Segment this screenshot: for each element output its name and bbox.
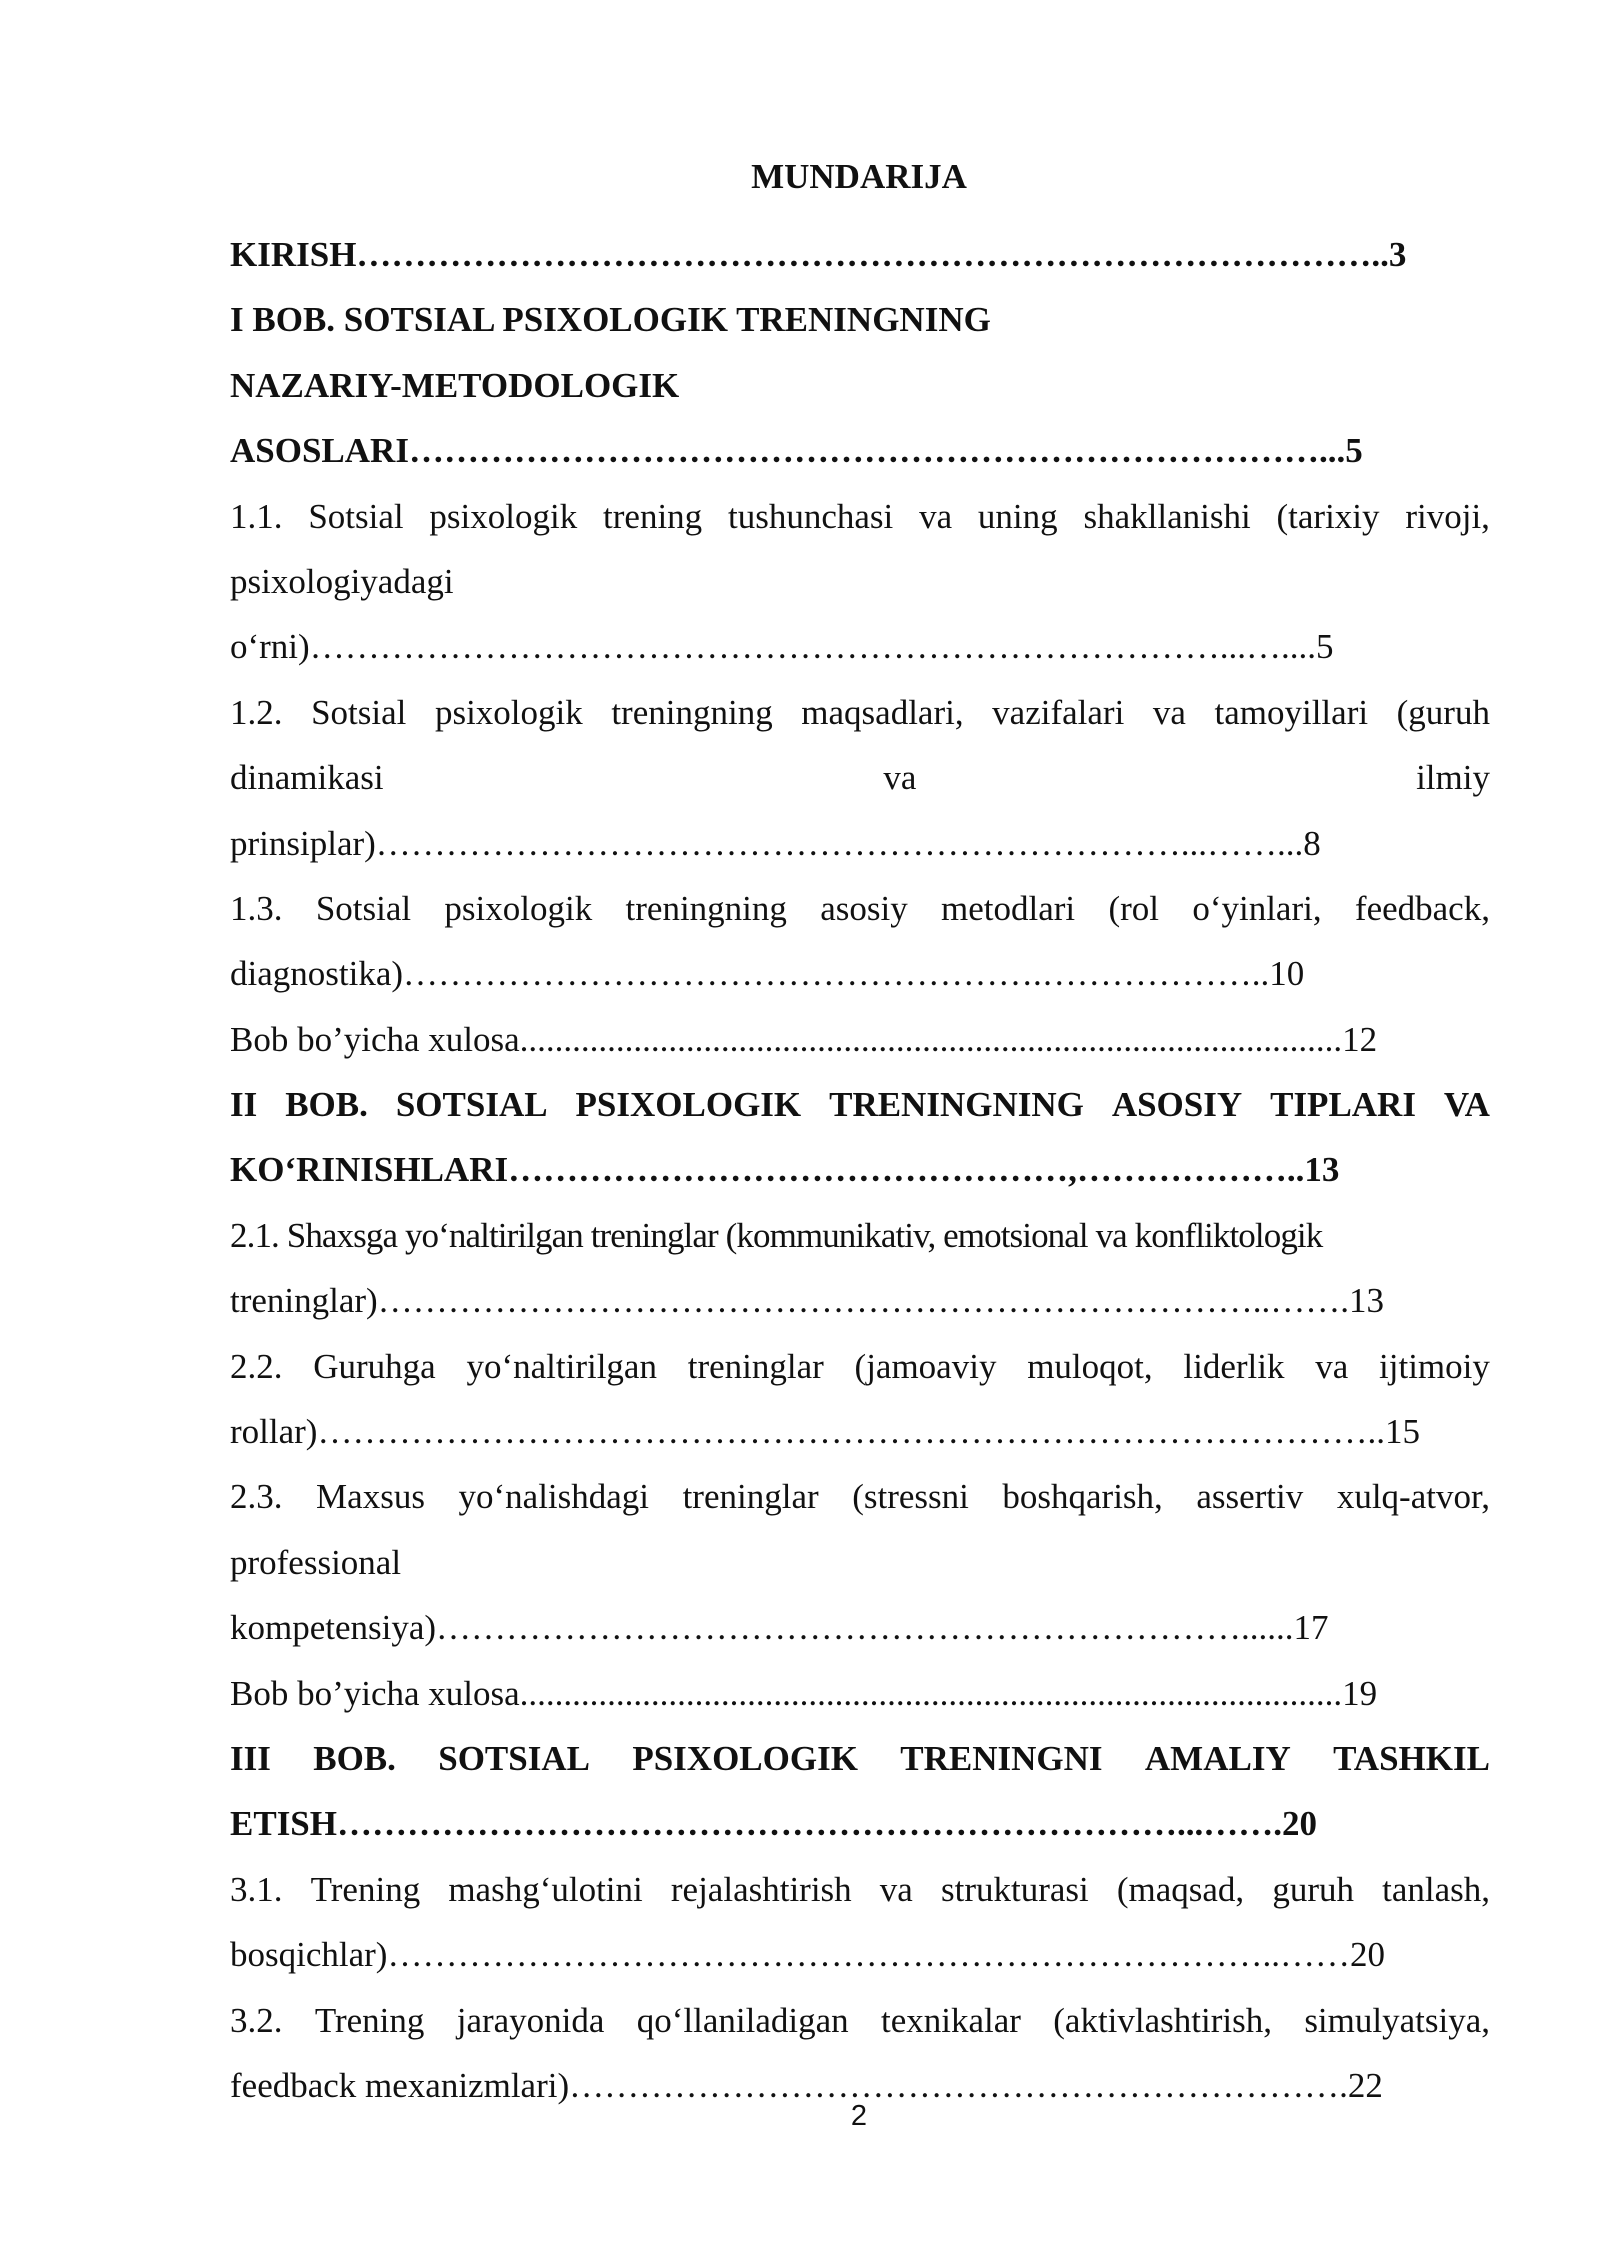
toc-section-2-3-line-3[interactable]: kompetensiya)……………………………………………………………......17 bbox=[230, 1608, 1329, 1648]
toc-word: Sotsial bbox=[311, 692, 407, 732]
toc-entry-kirish[interactable]: KIRISH……………………………………………………………………………..3 bbox=[230, 235, 1407, 274]
toc-word: maqsadlari, bbox=[801, 692, 964, 732]
toc-word: III bbox=[230, 1738, 271, 1778]
toc-word: Maxsus bbox=[316, 1477, 425, 1517]
toc-word: (stressni bbox=[852, 1477, 969, 1517]
toc-word: guruh bbox=[1272, 1869, 1354, 1909]
toc-chapter-2-summary[interactable]: Bob bo’yicha xulosa..............................................................................................19 bbox=[230, 1673, 1378, 1713]
toc-word: AMALIY bbox=[1144, 1738, 1291, 1778]
toc-section-1-3-line-2[interactable]: diagnostika)……………………………………………….………………..10 bbox=[230, 954, 1305, 994]
toc-word: 1.3. bbox=[230, 888, 283, 928]
toc-section-1-2-line-3[interactable]: prinsiplar)……………………………………………………………...……...8 bbox=[230, 823, 1321, 863]
toc-word: Sotsial bbox=[308, 496, 404, 536]
toc-section-2-3-line-1[interactable] bbox=[230, 1464, 1490, 1529]
toc-section-3-1-line-1[interactable] bbox=[230, 1857, 1490, 1922]
toc-word: mashg‘ulotini bbox=[448, 1869, 643, 1909]
toc-word: TRENINGNI bbox=[900, 1738, 1103, 1778]
toc-word: ASOSIY bbox=[1111, 1085, 1243, 1125]
toc-section-3-2-line-1[interactable] bbox=[230, 1988, 1490, 2053]
toc-word: SOTSIAL bbox=[438, 1738, 590, 1778]
toc-word: ijtimoiy bbox=[1379, 1346, 1490, 1386]
toc-word: muloqot, bbox=[1027, 1346, 1153, 1386]
toc-section-1-3-line-1[interactable] bbox=[230, 876, 1490, 941]
toc-section-1-1-line-3[interactable]: o‘rni)……………………………………………………………………...…....5 bbox=[230, 627, 1334, 667]
toc-word: vazifalari bbox=[992, 692, 1125, 732]
toc-word: 2.3. bbox=[230, 1477, 283, 1517]
toc-word: treningning bbox=[611, 692, 773, 732]
table-of-contents bbox=[230, 222, 1490, 2118]
toc-word: simulyatsiya, bbox=[1304, 2000, 1490, 2040]
toc-word: treninglar bbox=[682, 1477, 819, 1517]
toc-word: (tarixiy bbox=[1276, 496, 1380, 536]
toc-word: treninglar bbox=[687, 1346, 824, 1386]
toc-word: SOTSIAL bbox=[395, 1085, 548, 1125]
toc-title: MUNDARIJA bbox=[751, 157, 967, 196]
toc-word: yo‘nalishdagi bbox=[458, 1477, 650, 1517]
toc-word: va bbox=[1315, 1346, 1349, 1386]
toc-word: 2.2. bbox=[230, 1346, 283, 1386]
toc-word: (maqsad, bbox=[1116, 1869, 1245, 1909]
toc-word: treningning bbox=[625, 888, 787, 928]
toc-word: xulq-atvor, bbox=[1336, 1477, 1490, 1517]
toc-word: Trening bbox=[314, 2000, 425, 2040]
toc-chapter-1-line-1[interactable]: I BOB. SOTSIAL PSIXOLOGIK TRENINGNING bbox=[230, 300, 991, 340]
toc-section-2-3-line-2[interactable]: professional bbox=[230, 1542, 402, 1582]
toc-word: uning bbox=[977, 496, 1058, 536]
toc-word: boshqarish, bbox=[1002, 1477, 1163, 1517]
toc-word: BOB. bbox=[285, 1085, 368, 1125]
page-number: 2 bbox=[850, 2100, 868, 2132]
toc-word: tamoyillari bbox=[1214, 692, 1369, 732]
toc-word: PSIXOLOGIK bbox=[632, 1738, 858, 1778]
toc-word: psixologik bbox=[434, 692, 583, 732]
toc-section-2-2-line-1[interactable] bbox=[230, 1334, 1490, 1399]
toc-section-2-1-line-2[interactable]: treninglar)…………………………………………………………………..…….13 bbox=[230, 1281, 1384, 1321]
toc-word: strukturasi bbox=[940, 1869, 1089, 1909]
toc-section-1-1-line-2[interactable]: psixologiyadagi bbox=[230, 561, 454, 601]
toc-word: trening bbox=[603, 496, 703, 536]
toc-word: (rol bbox=[1108, 888, 1160, 928]
toc-word: 3.2. bbox=[230, 2000, 283, 2040]
toc-word: ilmiy bbox=[1416, 758, 1490, 798]
toc-word: II bbox=[230, 1085, 258, 1125]
toc-word: Guruhga bbox=[313, 1346, 436, 1386]
toc-word: va bbox=[919, 496, 953, 536]
toc-word: feedback, bbox=[1354, 888, 1490, 928]
toc-word: 1.1. bbox=[230, 496, 283, 536]
toc-section-2-1-line-1[interactable]: 2.1. Shaxsga yo‘naltirilgan treninglar (kommunikativ, emotsional va konfliktologik bbox=[230, 1215, 1323, 1255]
toc-word: tanlash, bbox=[1382, 1869, 1490, 1909]
toc-word: va bbox=[883, 758, 917, 798]
toc-word: (aktivlashtirish, bbox=[1053, 2000, 1272, 2040]
toc-section-1-2-line-2[interactable] bbox=[230, 745, 1490, 810]
toc-chapter-2-line-1[interactable] bbox=[230, 1072, 1490, 1137]
toc-word: psixologik bbox=[429, 496, 578, 536]
toc-word: o‘yinlari, bbox=[1192, 888, 1322, 928]
toc-word: texnikalar bbox=[881, 2000, 1021, 2040]
toc-chapter-3-line-2[interactable]: ETISH………………………………………………………………...…….20 bbox=[230, 1804, 1317, 1844]
toc-chapter-3-line-1[interactable] bbox=[230, 1726, 1490, 1791]
toc-word: TASHKIL bbox=[1333, 1738, 1490, 1778]
toc-word: rivoji, bbox=[1405, 496, 1490, 536]
toc-word: 3.1. bbox=[230, 1869, 283, 1909]
toc-word: (jamoaviy bbox=[854, 1346, 997, 1386]
toc-section-3-1-line-2[interactable]: bosqichlar)…………………………………………………………………..……20 bbox=[230, 1935, 1385, 1975]
toc-word: Trening bbox=[310, 1869, 421, 1909]
toc-word: jarayonida bbox=[456, 2000, 605, 2040]
toc-word: tushunchasi bbox=[727, 496, 894, 536]
toc-word: TRENINGNING bbox=[829, 1085, 1084, 1125]
toc-chapter-1-summary[interactable]: Bob bo’yicha xulosa..............................................................................................12 bbox=[230, 1019, 1378, 1059]
toc-word: VA bbox=[1443, 1085, 1490, 1125]
toc-word: rejalashtirish bbox=[670, 1869, 852, 1909]
toc-word: 1.2. bbox=[230, 692, 283, 732]
toc-word: psixologik bbox=[444, 888, 593, 928]
toc-word: TIPLARI bbox=[1270, 1085, 1416, 1125]
toc-chapter-1-line-3[interactable]: ASOSLARI……………………………………………………………………...5 bbox=[230, 431, 1363, 471]
toc-word: dinamikasi bbox=[230, 758, 384, 798]
toc-word: va bbox=[1152, 692, 1186, 732]
toc-word: BOB. bbox=[313, 1738, 396, 1778]
toc-section-1-2-line-1[interactable] bbox=[230, 680, 1490, 745]
toc-chapter-2-line-2[interactable]: KO‘RINISHLARI…………………………………………,………………..13 bbox=[230, 1150, 1340, 1190]
toc-section-2-2-line-2[interactable]: rollar)………………………………………………………………………………..15 bbox=[230, 1412, 1420, 1452]
toc-word: liderlik bbox=[1183, 1346, 1285, 1386]
toc-word: (guruh bbox=[1396, 692, 1490, 732]
toc-word: Sotsial bbox=[315, 888, 412, 928]
toc-word: shakllanishi bbox=[1083, 496, 1251, 536]
toc-word: yo‘naltirilgan bbox=[466, 1346, 657, 1386]
toc-word: qo‘llaniladigan bbox=[636, 2000, 849, 2040]
toc-word: asosiy bbox=[820, 888, 908, 928]
toc-chapter-1-line-2[interactable]: NAZARIY-METODOLOGIK bbox=[230, 365, 680, 405]
toc-word: PSIXOLOGIK bbox=[575, 1085, 802, 1125]
toc-section-3-2-line-2[interactable]: feedback mexanizmlari)………………………………………………………….22 bbox=[230, 2065, 1383, 2105]
toc-word: metodlari bbox=[941, 888, 1076, 928]
toc-word: va bbox=[879, 1869, 913, 1909]
toc-word: assertiv bbox=[1196, 1477, 1304, 1517]
toc-section-1-1-line-1[interactable] bbox=[230, 484, 1490, 549]
